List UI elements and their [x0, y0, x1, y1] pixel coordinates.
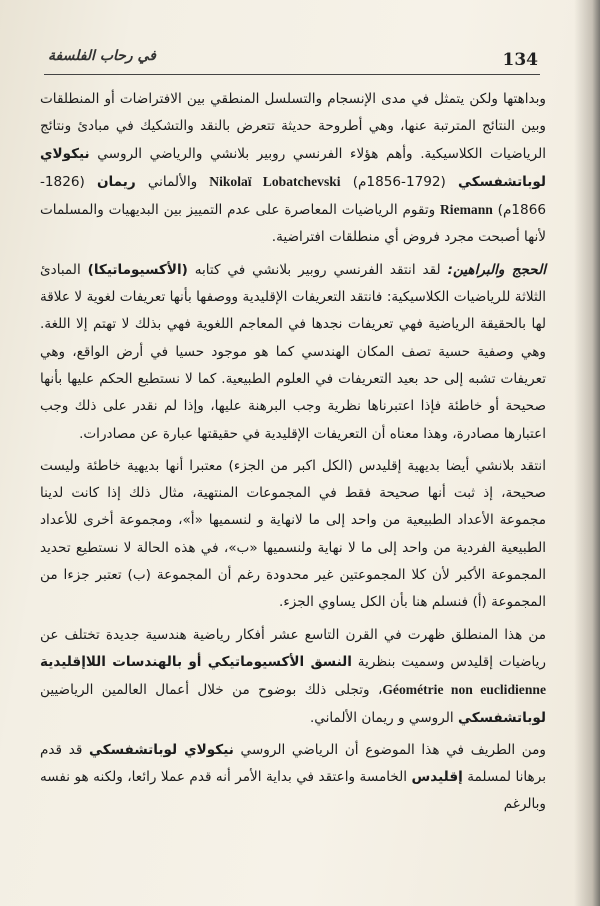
inline-heading: الحجج والبراهين: [447, 261, 546, 278]
page-header [38, 46, 544, 76]
text-run: (1826-1866م) [40, 173, 547, 219]
text-run: والألماني [135, 173, 210, 190]
text-run: المبادئ الثلاثة للرياضيات الكلاسيكية: فانتقد التعريفات الإقليدية ووصفها بأنها تعريفات لغوية لا علاقة لها بالحقيقة الرياضية فهي تعريفات نجدها في المعاجم اللغوية فهي بذلك لا تهتم إلا اللغة. وهي وصفية حسية تصف المكان الهندسي كما هو موجود حسيا في أرض الواقع، وهي تعريفات تشبه إلى حد بعيد التعريفات في العلوم الطبيعية. كما لا نستطيع الحكم عليها بأنها صحيحة أو خاطئة فإذا اعتبرناها نظرية وجب البرهنة عليها، وإذا لم نقدر على ذلك وجب اعتبارها مصادرة، وهذا معناه أن التعريفات الإقليدية في حقيقتها عبارة عن مصادرات. [40, 261, 546, 442]
bold-term: إقليدس [411, 769, 463, 786]
bold-term: النسق الأكسيوماتيكي أو بالهندسات اللاإقليدية [40, 653, 352, 670]
text-run: لقد انتقد الفرنسي روبير بلانشي في كتابه [187, 261, 448, 278]
running-title: في رحاب الفلسفة [48, 48, 156, 64]
latin-name: Riemann [439, 202, 493, 218]
text-run: ، وتجلى ذلك بوضوح من خلال أعمال العالمين الرياضيين [40, 682, 383, 699]
text-run: (1792-1856م) [340, 173, 458, 190]
text-run: انتقد بلانشي أيضا بديهية إقليدس (الكل اكبر من الجزء) معتبرا أنها بديهية خاطئة وليست صحيحة، إذ ثبت أنها صحيحة فقط في المجموعات المنتهية، مثال ذلك إذا كانت لدينا مجموعة الأعداد الطبيعية من واحد إلى ما لانهاية و لنسميها «أ»، ومجموعة أخرى للأعداد الطبيعية الفردية من واحد إلى ما لا نهاية ولنسميها «ب»، في هذه الحالة لا نستطيع تحديد المجموعة الأكبر لأن كلا المجموعتين غير محدودة رغم أن المجموعة (ب) تعتبر جزءا من المجموعة (أ) فنسلم هنا بأن الكل يساوي الجزء. [40, 457, 546, 611]
paragraph-4 [40, 622, 546, 732]
latin-name: Géométrie non euclidienne [382, 682, 546, 698]
bold-term: (الأكسيوماتيكا) [87, 261, 188, 278]
paragraph-3 [40, 453, 546, 617]
paragraph-5 [40, 737, 546, 819]
text-run: وبداهتها ولكن يتمثل في مدى الإنسجام والتسلسل المنطقي بين الافتراضات أو المنطلقات وبين النتائج المترتبة عنها، وهي أطروحة حديثة تتعرض بالنقد والتشكيك في مبادئ ونتائج الرياضيات الكلاسيكية. وأهم هؤلاء الفرنسي روبير بلانشي والرياضي الروسي [40, 91, 546, 162]
text-run: الخامسة واعتقد في بداية الأمر أنه قدم عملا رائعا، ولكنه هو نفسه وبالرغم [40, 769, 546, 813]
bold-term: نيكولاي لوباتشفسكي [89, 741, 234, 758]
text-run: الروسي و ريمان الألماني. [309, 709, 458, 726]
header-rule [44, 74, 540, 75]
paragraph-2 [40, 257, 546, 448]
text-run: وتقوم الرياضيات المعاصرة على عدم التمييز بين البديهيات والمسلمات لأنها أصبحت مجرد فروض أي منطلقات افتراضية. [40, 202, 546, 246]
text-run: من هذا المنطلق ظهرت في القرن التاسع عشر أفكار رياضية هندسية جديدة تختلف عن رياضيات إقليدس وسميت بنظرية [40, 626, 546, 670]
page-number: 134 [502, 50, 538, 70]
text-run: ومن الطريف في هذا الموضوع أن الرياضي الروسي [233, 741, 546, 758]
text-run: قد قدم برهانا لمسلمة [40, 741, 546, 786]
bold-term: ريمان [96, 173, 136, 190]
page-body [40, 86, 546, 824]
bold-term: لوباتشفسكي [457, 709, 546, 726]
bold-term: نيكولاي لوباتشفسكي [40, 145, 547, 190]
latin-name: Nikolaï Lobatchevski [209, 173, 341, 189]
paragraph-1 [40, 86, 546, 252]
